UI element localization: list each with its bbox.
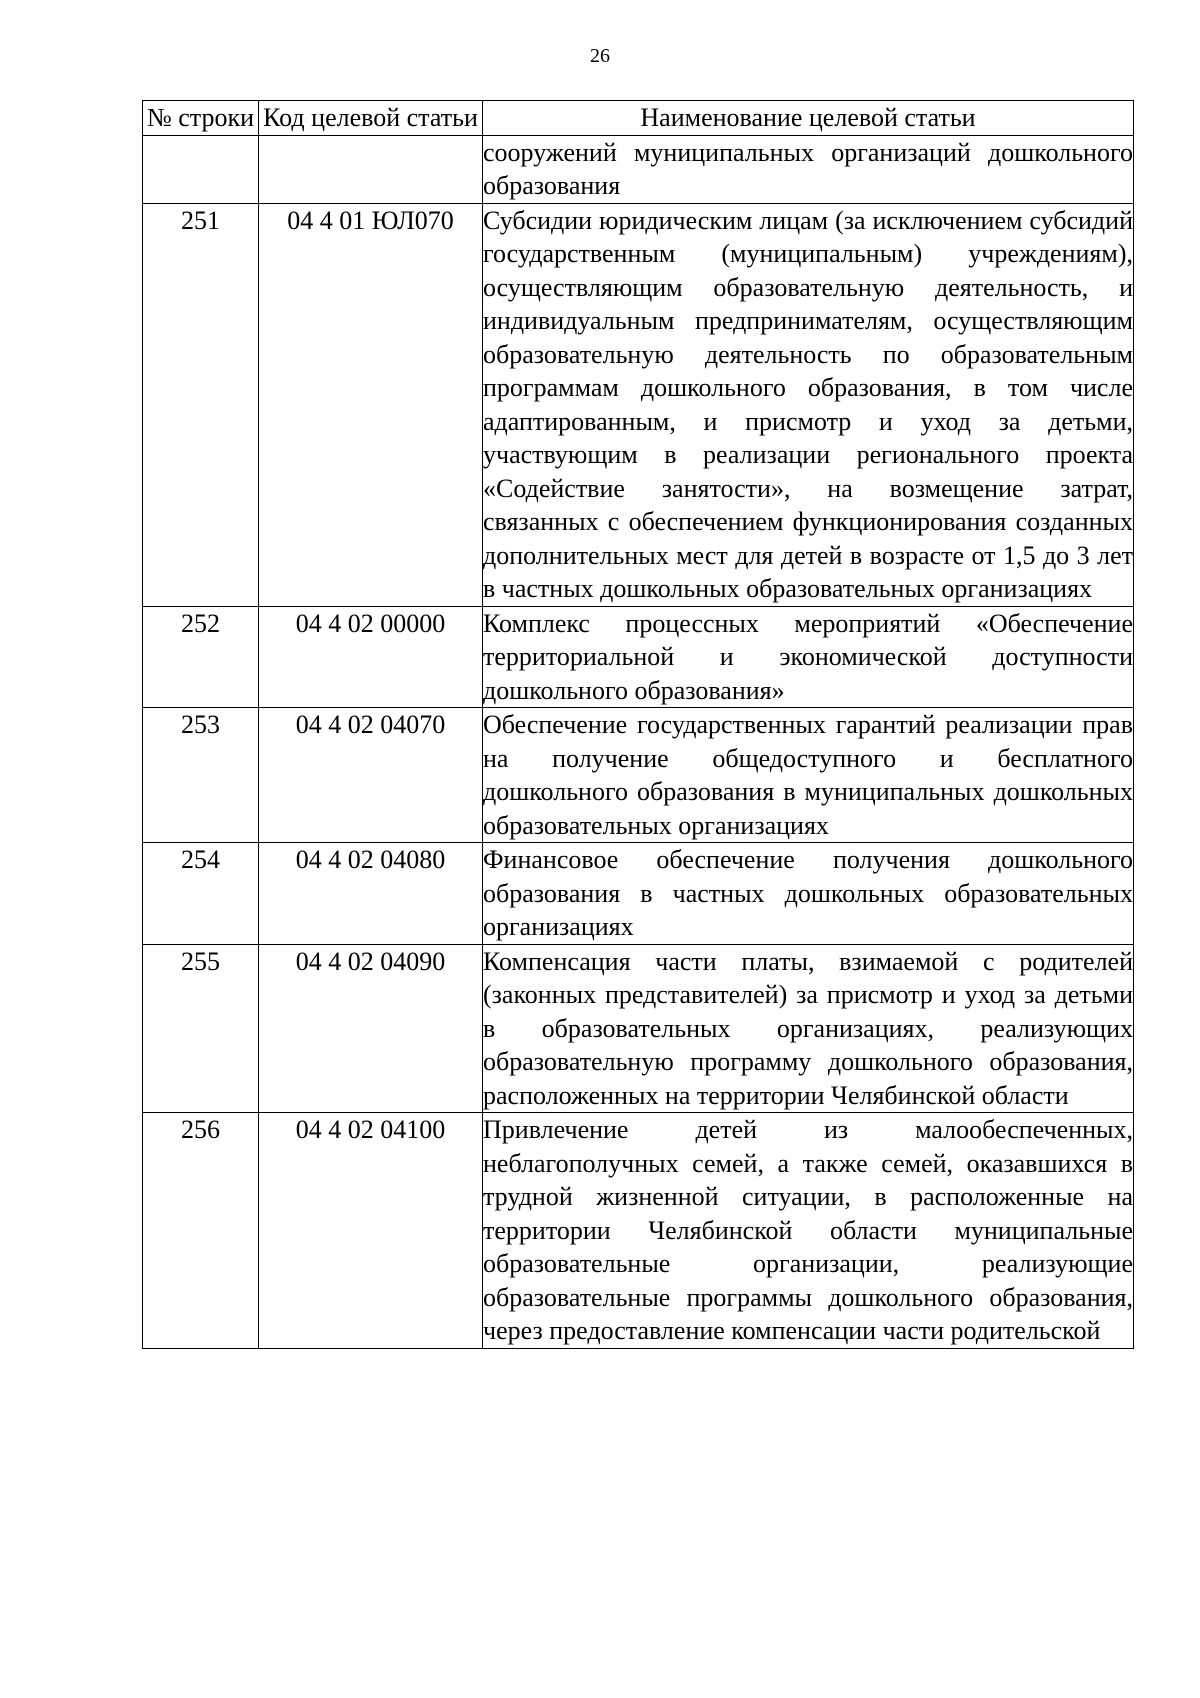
table-row bbox=[143, 843, 1134, 945]
article-name-cell: Привлечение детей из малообеспеченных, неблагополучных семей, а также семей, оказавшихся в трудной жизненной ситуации, в расположенные на территории Челябинской области муниципальные образовательные организации, реализующие образовательные программы дошкольного образования, через предоставление компенсации части родительской bbox=[483, 1113, 1134, 1349]
article-code-cell: 04 4 01 ЮЛ070 bbox=[259, 203, 483, 606]
table-row bbox=[143, 1113, 1134, 1349]
article-code-cell bbox=[259, 135, 483, 203]
article-code-cell: 04 4 02 04090 bbox=[259, 944, 483, 1113]
table-header-row bbox=[143, 101, 1134, 136]
row-number-cell: 254 bbox=[143, 843, 259, 945]
row-number-cell: 251 bbox=[143, 203, 259, 606]
article-name-cell: Комплекс процессных мероприятий «Обеспечение территориальной и экономической доступности дошкольного образования» bbox=[483, 606, 1134, 708]
table-row bbox=[143, 606, 1134, 708]
table-row bbox=[143, 135, 1134, 203]
target-articles-table bbox=[142, 100, 1134, 1349]
row-number-cell: 252 bbox=[143, 606, 259, 708]
header-row-number: № строки bbox=[143, 101, 259, 136]
article-code-cell: 04 4 02 04080 bbox=[259, 843, 483, 945]
article-code-cell: 04 4 02 00000 bbox=[259, 606, 483, 708]
article-name-cell: сооружений муниципальных организаций дошкольного образования bbox=[483, 135, 1134, 203]
table-row bbox=[143, 944, 1134, 1113]
article-name-cell: Субсидии юридическим лицам (за исключением субсидий государственным (муниципальным) учреждениям), осуществляющим образовательную деятельность, и индивидуальным предпринимателям, осуществляющим образовательную деятельность по образовательным программам дошкольного образования, в том числе адаптированным, и присмотр и уход за детьми, участвующим в реализации регионального проекта «Содействие занятости», на возмещение затрат, связанных с обеспечением функционирования созданных дополнительных мест для детей в возрасте от 1,5 до 3 лет в частных дошкольных образовательных организациях bbox=[483, 203, 1134, 606]
row-number-cell: 256 bbox=[143, 1113, 259, 1349]
article-name-cell: Финансовое обеспечение получения дошкольного образования в частных дошкольных образовательных организациях bbox=[483, 843, 1134, 945]
page-number: 26 bbox=[590, 45, 610, 67]
article-code-cell: 04 4 02 04100 bbox=[259, 1113, 483, 1349]
article-name-cell: Компенсация части платы, взимаемой с родителей (законных представителей) за присмотр и уход за детьми в образовательных организациях, реализующих образовательную программу дошкольного образования, расположенных на территории Челябинской области bbox=[483, 944, 1134, 1113]
row-number-cell bbox=[143, 135, 259, 203]
article-code-cell: 04 4 02 04070 bbox=[259, 708, 483, 843]
header-article-name: Наименование целевой статьи bbox=[483, 101, 1134, 136]
table-row bbox=[143, 708, 1134, 843]
header-article-code: Код целевой статьи bbox=[259, 101, 483, 136]
row-number-cell: 255 bbox=[143, 944, 259, 1113]
article-name-cell: Обеспечение государственных гарантий реализации прав на получение общедоступного и бесплатного дошкольного образования в муниципальных дошкольных образовательных организациях bbox=[483, 708, 1134, 843]
row-number-cell: 253 bbox=[143, 708, 259, 843]
table-row bbox=[143, 203, 1134, 606]
